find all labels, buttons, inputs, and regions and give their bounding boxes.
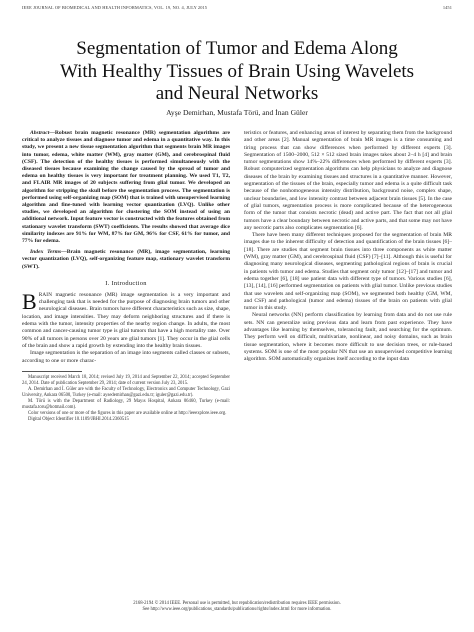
section-heading-introduction: I. Introduction [105,279,147,287]
index-terms [22,249,230,271]
abstract-text: —Robust brain magnetic resonance (MR) segmentation algorithms are critical to analyze tissues and diagnose tumor and edema in a quantitative way. In this study, we present a new tissue segmentation algorithm that segments brain MR images into tumor, edema, white matter (WM), gray matter (GM), and cerebrospinal fluid (CSF). The detection of the healthy tissues is performed simultaneously with the diseased tissues because examining the change caused by the spread of tumor and edema on healthy tissues is very important for treatment planning. We used T1, T2, and FLAIR MR images of 20 subjects suffering from glial tumor. We developed an algorithm for stripping the skull before the segmentation process. The segmentation is performed using self-organizing map (SOM) that is trained with unsupervised learning algorithm and fine-tuned with learning vector quantization (LVQ). Unlike other studies, we developed an algorithm for clustering the SOM instead of using an additional network. Input feature vector is constructed with the features obtained from stationary wavelet transform (SWT) coefficients. The results showed that average dice similarity indexes are 91% for WM, 87% for GM, 96% for CSF, 61% for tumor, and 77% for edema. [22,130,230,245]
right-column [244,130,452,586]
paper-title [0,38,474,106]
title-line-3: and Neural Networks [155,83,319,104]
footnote-color-versions: Color versions of one or more of the figures in this paper are available online at http://ieeexplore.ieee.org. [28,411,227,417]
intro-paragraph-2: Image segmentation is the separation of an image into segments called classes or subsets, according to one or more charac- [22,350,230,364]
page-number: 1451 [442,5,452,10]
body-paragraph-1: teristics or features, and enhancing areas of interest by separating them from the background and other areas [2]. Manual segmentation of brain MR images is a time consuming and tiring process that can show differences when performed by different experts [3]. Segmentation of 1500–2000, 512 × 512 sized brain images takes about 2–4 h [4] and brain tumor segmentations show 14%–22% differences when performed by different experts [3]. Robust computerized segmentation algorithms can help physicians to analyze and diagnose diseases of the brain by examining tissues and structures in a quantitative manner. However, segmentation of the tissues of the brain, especially tumor and edema is a quite difficult task because of the nonhomogeneous intensity distribution, background noise, complex shape, unclear boundaries, and low intensity contrast between adjacent brain tissues [5]. In the case of glial tumors, segmentation process is more complicated because of the heterogeneous form of the tumor that consists necrotic (dead) and active part. The fact that not all glial tumors have a clear boundary between necrotic and active parts, and that some may not have any necrotic parts also complicates segmentation [6]. [244,130,452,231]
rights-link-line: See http://www.ieee.org/publications_standards/publications/rights/index.html for more information. [142,607,332,613]
intro-lead-caps: RAIN [38,291,53,298]
copyright-line: 2168-2194 © 2014 IEEE. Personal use is permitted, but republication/redistribution requires IEEE permission. [133,601,341,606]
footnote-doi: Digital Object Identifier 10.1109/JBHI.2014.2360515 [28,417,129,423]
abstract [22,130,230,245]
index-terms-label: Index Terms [30,249,62,256]
footnote-affiliation-2: M. Törü is with the Department of Radiology, 29 Mayıs Hospital, Ankara 06460, Turkey (e-mail: mustafa.toru@hotmail.com). [22,399,230,411]
author-list: Ayşe Demirhan, Mustafa Törü, and İnan Güler [166,108,308,117]
index-terms-text: —Brain magnetic resonance (MR), image segmentation, learning vector quantization (LVQ), self-organizing feature map, stationary wavelet transform (SWT). [22,249,230,270]
title-line-1: Segmentation of Tumor and Edema Along [76,38,398,59]
title-line-2: With Healthy Tissues of Brain Using Wavelets [59,60,415,82]
copyright-footer [0,601,474,614]
footnote-divider [22,371,82,372]
running-head [22,5,452,10]
intro-lead-text: magnetic resonance (MR) image segmentation is a very important and challenging task that is needed for the purpose of diagnosing brain tumors and other neurological diseases. Brain tumors have different characteristics such as size, shape, location, and image intensities. They may deform neighboring structures and if there is edema with the tumor, intensity properties of the nearby region change. In adults, the most common and cancer-causing tumor type is glial tumors that have a high mortality rate. Over 90% of all tumors in persons over 20 years are glial tumors [1]. They occur in the glial cells of the brain and show a rapid growth by extending into the healthy brain tissues. [22,291,230,349]
left-column [22,130,230,598]
drop-cap: B [22,288,37,314]
body-paragraph-3: Neural networks (NN) perform classification by learning from data and do not use rule sets. NN can generalize using previous data and learn from past experience. They have advantages like learning by themselves, tolerancing fault, and searching for the optimum. They perform well on difficult, multivariate, nonlinear, and noisy domains, such as brain tissue segmentation, where it becomes more difficult to use decision trees, or rule-based systems. SOM is one of the most popular NN that use an unsupervised competitive learning algorithm. SOM automatically organizes itself according to the input data [244,312,452,363]
footnote-affiliation-1: A. Demirhan and İ. Güler are with the Faculty of Technology, Electronics and Computer Technology, Gazi University, Ankara 06500, Turkey (e-mail: aysedemirhan@gazi.edu.tr; iguler@gazi.edu.tr). [22,387,230,399]
abstract-label: Abstract [30,130,50,136]
footnote-manuscript: Manuscript received March 18, 2014; revised July 19, 2014 and September 22, 2014; accepted September 24, 2014. Date of publication September 29, 2014; date of current version July 23, 2015. [22,374,230,386]
body-paragraph-2: There have been many different techniques proposed for the segmentation of brain MR images due to the inherent difficulty of detection and quantification of the brain tissues [6]–[18]. There are studies that segment brain tissues into three components as white matter (WM), gray matter (GM), and cerebrospinal fluid (CSF) [7]–[11]. Although this is useful for diagnosing many neurological diseases, segmenting pathological regions of brain is crucial in patients with tumor and edema. Studies that segment only tumor [12]–[17] and tumor and edema together [6], [18] use patient data with different type of tumors. Various studies [6], [13], [14], [16] performed segmentation on patients with glial tumor. Unlike previous studies that use wavelets and self-organizing map (SOM), we segmented both healthy (GM, WM, and CSF) and pathological (tumor and edema) tissues of the brain on patients with glial tumor in this study. [244,232,452,312]
journal-header: IEEE JOURNAL OF BIOMEDICAL AND HEALTH INFORMATICS, VOL. 19, NO. 4, JULY 2015 [22,5,208,10]
intro-paragraph-1 [22,288,230,350]
